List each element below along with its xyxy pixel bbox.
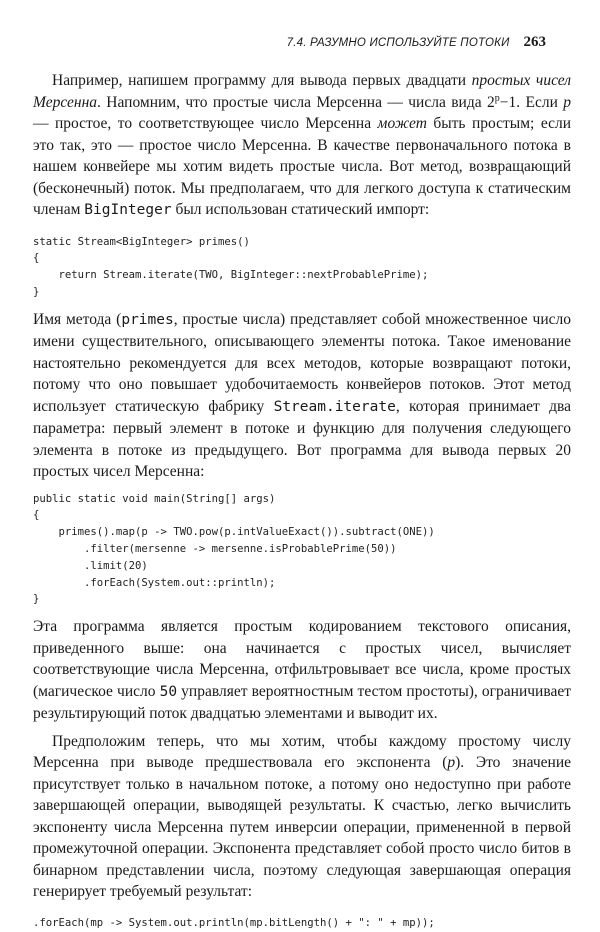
italic-variable: p <box>447 754 456 772</box>
superscript-exponent: p <box>494 92 500 104</box>
section-title: 7.4. РАЗУМНО ИСПОЛЬЗУЙТЕ ПОТОКИ <box>286 37 510 49</box>
code-line: primes().map(p -> TWO.pow(p.intValueExact()).subtract(ONE)) <box>33 526 435 539</box>
text-run: Имя метода ( <box>33 310 122 328</box>
text-run: Эта программа является простым кодированием текстового описания, приведенного выше: она начинается с простых чисел, вычисляет соответствующие числа Мерсенна, отфильтровывает все числа, кроме простых (магическое число <box>33 618 571 700</box>
page-number: 263 <box>523 34 546 50</box>
paragraph-method-name <box>33 309 571 483</box>
paragraph-program-description <box>33 616 571 725</box>
paragraph-exponent <box>33 731 571 903</box>
inline-code: 50 <box>159 683 178 700</box>
text-run: был использован статический импорт: <box>171 201 430 218</box>
italic-variable: p <box>563 93 571 111</box>
code-line: return Stream.iterate(TWO, BigInteger::nextProbablePrime); <box>33 269 429 282</box>
text-run: . Напомним, что простые числа Мерсенна — числа вида 2 <box>97 93 495 111</box>
code-line: .forEach(System.out::println); <box>33 576 276 589</box>
code-block-main <box>33 491 571 609</box>
code-line: .filter(mersenne -> mersenne.isProbablePrime(50)) <box>33 543 397 556</box>
code-line: public static void main(String[] args) <box>33 492 276 505</box>
inline-code: Stream.iterate <box>273 398 396 415</box>
italic-term: простых чисел Мерсенна <box>33 72 572 111</box>
code-line: .forEach(mp -> System.out.println(mp.bitLength() + ": " + mp)); <box>33 916 435 929</box>
text-run: ). Это значение присутствует только в начальном потоке, а потому оно недоступно при работе завершающей операции, выводящей результаты. К счастью, легко вычислить экспоненту числа Мерсенна путем инверсии операции, примененной в первой промежуточной операции. Экспонента представляет собой просто число битов в бинарном представлении числа, поэтому следующая завершающая операция генерирует требуемый результат: <box>33 754 571 901</box>
code-line: .limit(20) <box>33 559 148 572</box>
inline-code: primes <box>121 311 174 328</box>
text-run: управляет вероятностным тестом простоты), ограничивает результирующий поток двадцатью элементами и выводит их. <box>33 682 571 723</box>
text-run: Предположим теперь, что мы хотим, чтобы каждому простому числу Мерсенна при выводе предшествовала его экспонента ( <box>33 732 571 772</box>
italic-emphasis: может <box>377 115 427 132</box>
code-line: static Stream<BigInteger> primes() <box>33 235 250 248</box>
text-run: — простое, то соответствующее число Мерсенна <box>33 115 378 132</box>
running-header <box>287 34 546 51</box>
text-run: −1. Если <box>499 93 564 111</box>
text-run: , которая принимает два параметра: первый элемент в потоке и функцию для получения следующего элемента в потоке из предыдущего. Вот программа для вывода первых 20 простых чисел Мерсенна: <box>33 397 571 481</box>
code-line: } <box>33 593 40 606</box>
page-body <box>33 70 571 932</box>
inline-code: BigInteger <box>84 202 172 218</box>
code-line: } <box>33 285 40 298</box>
code-line: { <box>33 509 40 522</box>
code-block-foreach <box>33 915 571 932</box>
text-run: , простые числа) представляет собой множественное число имени существительного, описывающего элементы потока. Такое именование настоятельно рекомендуется для всех методов, которые возвращают потоки, потому что оно повышает удобочитаемость конвейеров потоков. Этот метод использует статическую фабрику <box>33 310 571 415</box>
paragraph-mersenne-intro <box>33 70 571 222</box>
text-run: Например, напишем программу для вывода первых двадцати <box>52 72 472 89</box>
code-line: { <box>33 252 40 265</box>
text-run: быть простым; если это так, это — простое число Мерсенна. В качестве первоначального потока в нашем конвейере мы хотим видеть простые числа. Вот метод, возвращающий (бесконечный) поток. Мы предполагаем, что для легкого доступа к статическим членам <box>33 115 571 218</box>
code-block-primes <box>33 234 571 301</box>
